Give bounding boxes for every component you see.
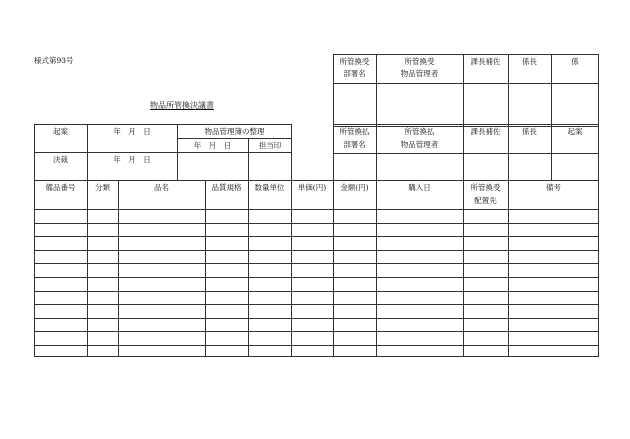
draft-label: 起案 xyxy=(53,127,68,136)
divider xyxy=(333,153,599,154)
ledger-date: 年 月 日 xyxy=(193,141,232,150)
draft-date: 年 月 日 xyxy=(113,127,151,136)
divider xyxy=(177,152,292,153)
transfer-manager-label-2: 物品管理者 xyxy=(400,140,439,149)
col-header-quality: 品質規格 xyxy=(211,183,242,192)
divider xyxy=(333,83,599,84)
col-header-item-number: 備品番号 xyxy=(45,183,76,192)
divider xyxy=(34,152,177,153)
col-header-purchase-date: 購入日 xyxy=(408,183,431,192)
deputy-manager-label-2: 課長補佐 xyxy=(470,127,501,136)
staff-label: 係 xyxy=(571,57,579,66)
col-header-category: 分類 xyxy=(95,183,110,192)
col-header-remarks: 備考 xyxy=(546,183,561,192)
decision-date: 年 月 日 xyxy=(113,155,151,164)
col-header-unit-price: 単価(円) xyxy=(297,183,327,192)
ledger-person-seal: 担当印 xyxy=(258,141,282,150)
form-number: 様式第93号 xyxy=(34,56,74,65)
table-row xyxy=(34,345,599,346)
transfer-dept-label-2: 部署名 xyxy=(343,140,366,149)
receive-dept-label-2: 部署名 xyxy=(343,69,366,78)
table-row xyxy=(34,250,599,251)
col-header-item-name: 品名 xyxy=(154,183,169,192)
table-row xyxy=(34,209,599,210)
drafter-label: 起案 xyxy=(567,127,583,136)
table-row xyxy=(34,331,599,332)
table-row xyxy=(34,291,599,292)
form-title: 物品所管換決議書 xyxy=(150,101,214,110)
decision-label: 決裁 xyxy=(53,155,68,164)
table-row xyxy=(34,263,599,264)
table-row xyxy=(34,277,599,278)
divider xyxy=(177,138,292,139)
receive-manager-label-2: 物品管理者 xyxy=(400,69,439,78)
transfer-dept-label-1: 所管換払 xyxy=(339,127,370,136)
col-header-destination-2: 配置先 xyxy=(474,196,497,205)
chief-label: 係長 xyxy=(522,57,537,66)
table-row xyxy=(34,236,599,237)
chief-label-2: 係長 xyxy=(522,127,537,136)
col-header-quantity-unit: 数量単位 xyxy=(254,183,285,192)
deputy-manager-label: 課長補佐 xyxy=(470,57,501,66)
receive-dept-label-1: 所管換受 xyxy=(339,57,370,66)
table-row xyxy=(34,304,599,305)
receive-manager-label-1: 所管換受 xyxy=(404,57,435,66)
col-header-amount: 金額(円) xyxy=(340,183,369,192)
col-header-destination-1: 所管換受 xyxy=(470,183,501,192)
ledger-label: 物品管理簿の整理 xyxy=(204,127,265,136)
table-row xyxy=(34,318,599,319)
transfer-manager-label-1: 所管換払 xyxy=(404,127,435,136)
table-row xyxy=(34,223,599,224)
